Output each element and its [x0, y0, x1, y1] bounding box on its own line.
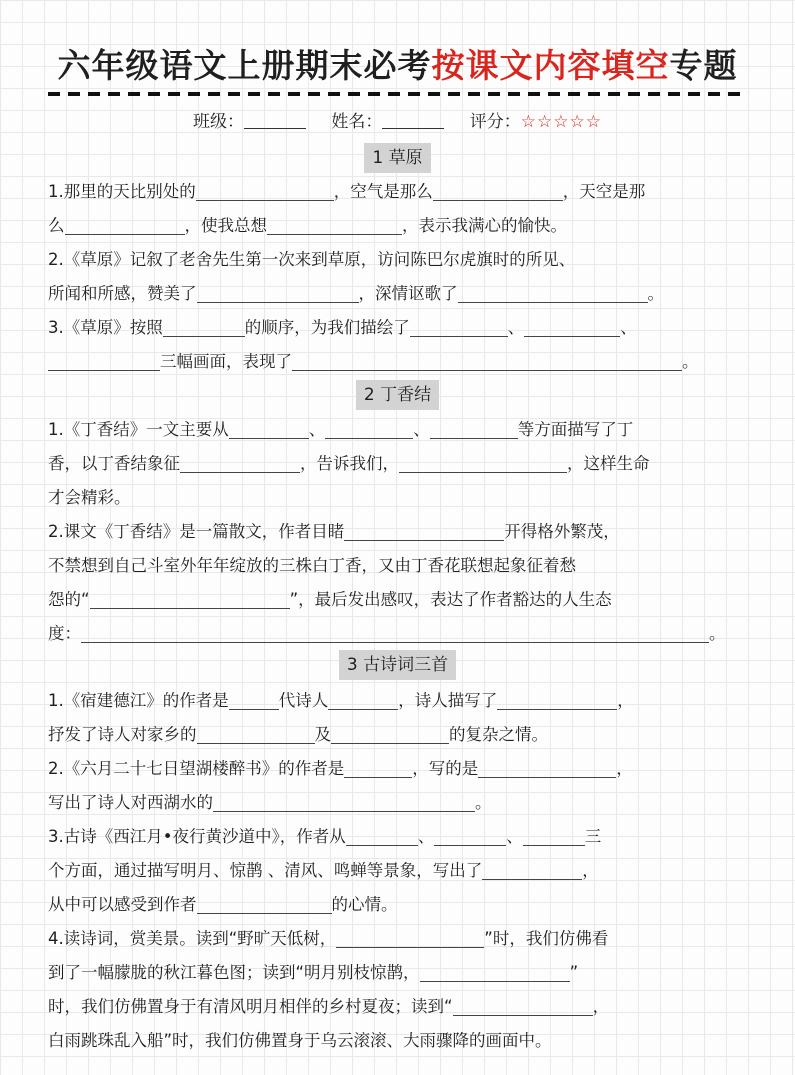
answer-blank[interactable]	[434, 825, 506, 846]
answer-blank[interactable]	[229, 689, 279, 710]
answer-blank[interactable]	[433, 180, 563, 201]
text: 1.《丁香结》一文主要从	[48, 420, 229, 439]
text: ，	[616, 759, 633, 778]
text: ，天空是那	[562, 182, 646, 201]
text: ，表示我满心的愉快。	[402, 216, 567, 235]
text: 白雨跳珠乱入船”时，我们仿佛置身于乌云滚滚、大雨骤降的画面中。	[48, 1031, 552, 1050]
section-title: 3 古诗词三首	[339, 650, 456, 680]
answer-blank[interactable]	[90, 588, 290, 609]
text: 三	[584, 827, 602, 846]
title-tail: 专题	[669, 46, 738, 85]
text: 3.《草原》按照	[48, 318, 163, 337]
text: ”	[569, 963, 579, 982]
section-title: 2 丁香结	[356, 380, 439, 410]
text: ”，最后发出感叹，表达了作者豁达的人生态	[289, 590, 612, 609]
name-blank[interactable]	[382, 110, 444, 129]
text: 、	[620, 318, 637, 337]
dashed-divider	[48, 92, 748, 96]
text-line	[48, 175, 753, 209]
answer-blank[interactable]	[292, 350, 682, 371]
text: 到了一幅朦胧的秋江暮色图；读到“明月别枝惊鹊，	[48, 963, 420, 982]
text: 个方面，通过描写明月、惊鹊 、清风、鸣蝉等景象，写出了	[48, 861, 483, 880]
answer-blank[interactable]	[453, 995, 593, 1016]
answer-blank[interactable]	[213, 791, 475, 812]
answer-blank[interactable]	[197, 893, 332, 914]
answer-blank[interactable]	[524, 316, 620, 337]
answer-blank[interactable]	[482, 859, 582, 880]
answer-blank[interactable]	[267, 214, 402, 235]
text: 时，我们仿佛置身于有清风明月相伴的乡村夏夜；读到“	[48, 997, 453, 1016]
text-line	[48, 345, 753, 379]
text: 、	[507, 318, 525, 337]
class-label: 班级：	[192, 112, 244, 132]
text: 2.《草原》记叙了老舍先生第一次来到草原，访问陈巴尔虎旗时的所见、	[48, 250, 576, 269]
text: 、	[413, 420, 430, 439]
text: 。	[682, 352, 699, 371]
text-line	[48, 820, 753, 854]
text: 的心情。	[331, 895, 398, 914]
text: 及	[314, 725, 331, 744]
text-line	[48, 990, 753, 1024]
text-line	[48, 413, 753, 447]
text: 代诗人	[278, 691, 329, 710]
text-line	[48, 854, 753, 888]
text: 1.那里的天比别处的	[48, 182, 196, 201]
text-line	[48, 549, 753, 583]
text: ，这样生命	[567, 454, 650, 473]
answer-blank[interactable]	[196, 180, 334, 201]
answer-blank[interactable]	[430, 418, 518, 439]
answer-blank[interactable]	[197, 723, 315, 744]
answer-blank[interactable]	[420, 961, 570, 982]
text: 么	[48, 216, 65, 235]
text: 从中可以感受到作者	[48, 895, 197, 914]
answer-blank[interactable]	[180, 452, 300, 473]
text: 才会精彩。	[48, 488, 131, 507]
text: ，	[617, 691, 634, 710]
text: 、	[308, 420, 326, 439]
text-line	[48, 718, 753, 752]
text-line	[48, 447, 753, 481]
text-line	[48, 277, 753, 311]
text: 。	[709, 624, 726, 643]
answer-blank[interactable]	[229, 418, 309, 439]
text: ，	[592, 997, 610, 1016]
text-line	[48, 515, 753, 549]
score-label: 评分：	[469, 112, 521, 132]
title-highlight: 按课文内容填空	[431, 46, 670, 85]
info-row	[0, 108, 795, 136]
score-stars[interactable]: ☆☆☆☆☆	[520, 112, 602, 132]
answer-blank[interactable]	[48, 350, 160, 371]
text: 抒发了诗人对家乡的	[48, 725, 197, 744]
answer-blank[interactable]	[336, 927, 484, 948]
title-main: 六年级语文上册期末必考	[57, 46, 432, 85]
text-line	[48, 1024, 753, 1058]
text: ”时，我们仿佛看	[484, 929, 609, 948]
text: 等方面描写了丁	[517, 420, 634, 439]
text: 所闻和所感，赞美了	[48, 284, 197, 303]
answer-blank[interactable]	[497, 689, 617, 710]
text: 的复杂之情。	[449, 725, 548, 744]
text: 香，以丁香结象征	[48, 454, 180, 473]
section-heading-2	[0, 380, 795, 410]
text: 不禁想到自己斗室外年年绽放的三株白丁香，又由丁香花联想起象征着愁	[48, 556, 576, 575]
section-title: 1 草原	[364, 143, 430, 173]
answer-blank[interactable]	[328, 689, 398, 710]
answer-blank[interactable]	[325, 418, 413, 439]
section-3-body	[48, 684, 753, 1058]
text-line	[48, 481, 753, 515]
answer-blank[interactable]	[344, 520, 504, 541]
text-line	[48, 684, 753, 718]
answer-blank[interactable]	[410, 316, 508, 337]
text-line	[48, 243, 753, 277]
answer-blank[interactable]	[458, 282, 648, 303]
answer-blank[interactable]	[523, 825, 585, 846]
section-2-body	[48, 413, 753, 651]
text: 3.古诗《西江月•夜行黄沙道中》，作者从	[48, 827, 346, 846]
text-line	[48, 752, 753, 786]
answer-blank[interactable]	[331, 723, 449, 744]
text: 度：	[48, 624, 81, 643]
text: 开得格外繁茂，	[504, 522, 620, 541]
text: 4.读诗词，赏美景。读到“野旷天低树，	[48, 929, 337, 948]
section-1-body	[48, 175, 753, 379]
text: 。	[647, 284, 664, 303]
text: ，空气是那么	[333, 182, 433, 201]
name-label: 姓名：	[331, 112, 383, 132]
text-line	[48, 956, 753, 990]
text: 、	[506, 827, 523, 846]
answer-blank[interactable]	[81, 622, 709, 643]
text: ，使我总想	[184, 216, 267, 235]
text: ，告诉我们，	[300, 454, 399, 473]
text: 三幅画面，表现了	[160, 352, 292, 371]
text: 2.课文《丁香结》是一篇散文，作者目睹	[48, 522, 345, 541]
text-line	[48, 311, 753, 345]
page-title	[0, 40, 795, 92]
answer-blank[interactable]	[478, 757, 616, 778]
text: 写出了诗人对西湖水的	[48, 793, 213, 812]
text-line	[48, 922, 753, 956]
text: ，深情讴歌了	[358, 284, 458, 303]
answer-blank[interactable]	[65, 214, 185, 235]
section-heading-1	[0, 143, 795, 173]
class-blank[interactable]	[244, 110, 306, 129]
answer-blank[interactable]	[399, 452, 567, 473]
text-line	[48, 786, 753, 820]
text: ，	[582, 861, 599, 880]
text: ，诗人描写了	[398, 691, 498, 710]
text: 的顺序，为我们描绘了	[244, 318, 410, 337]
answer-blank[interactable]	[197, 282, 359, 303]
text: 。	[475, 793, 492, 812]
answer-blank[interactable]	[163, 316, 245, 337]
text-line	[48, 583, 753, 617]
text-line	[48, 617, 753, 651]
answer-blank[interactable]	[344, 757, 412, 778]
text: ，写的是	[412, 759, 479, 778]
section-heading-3	[0, 650, 795, 680]
answer-blank[interactable]	[346, 825, 418, 846]
text-line	[48, 888, 753, 922]
text-line	[48, 209, 753, 243]
text: 怨的“	[48, 590, 90, 609]
text: 、	[417, 827, 435, 846]
text: 2.《六月二十七日望湖楼醉书》的作者是	[48, 759, 345, 778]
text: 1.《宿建德江》的作者是	[48, 691, 229, 710]
